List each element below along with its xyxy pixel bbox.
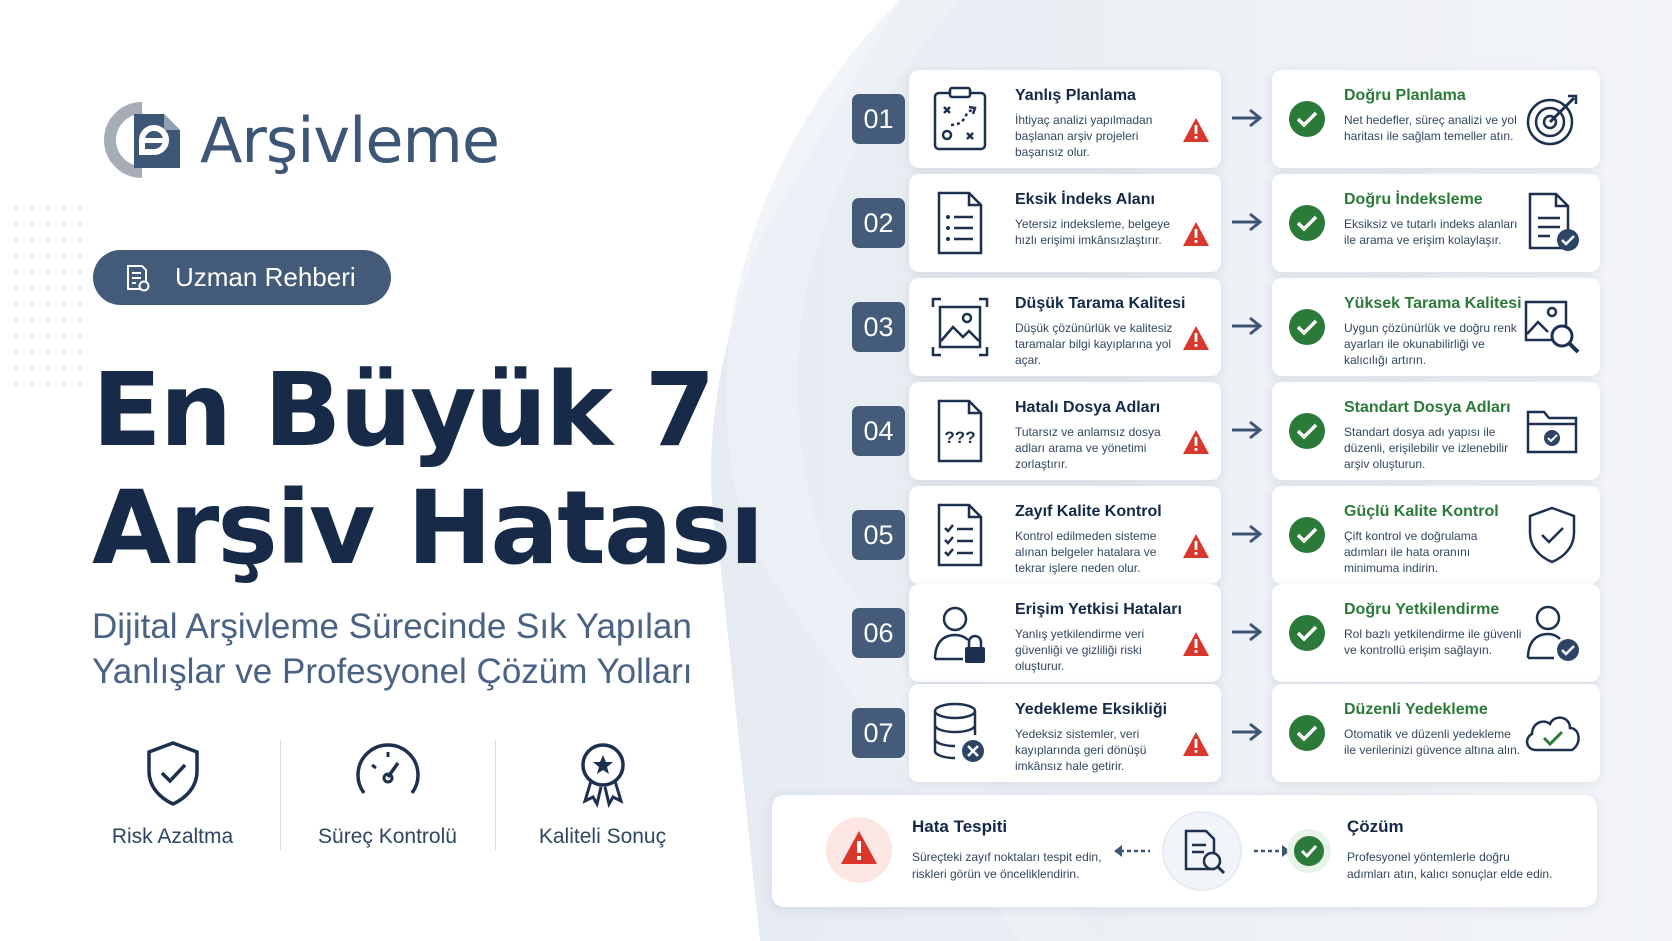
logo-text: Arşivleme [200, 103, 500, 177]
warning-badge [826, 817, 892, 883]
warning-icon [1182, 117, 1210, 143]
arrow-right-icon [1230, 211, 1264, 233]
feature-process [295, 735, 480, 849]
arrow-right-icon [1230, 621, 1264, 643]
problem-card [909, 174, 1221, 272]
feature-label: Kaliteli Sonuç [538, 825, 667, 848]
svg-text:???: ??? [944, 428, 976, 447]
solution-summary-title: Çözüm [1347, 817, 1404, 836]
folder-check-icon [1520, 398, 1586, 464]
problem-card [909, 486, 1221, 584]
user-check-icon [1520, 600, 1586, 666]
row-number: 03 [852, 302, 905, 352]
row-number: 05 [852, 510, 905, 560]
solution-text: Çift kontrol ve doğrulama adımları ile hata oranını minimuma indirin. [1344, 529, 1478, 575]
problem-title: Yanlış Planlama [1015, 87, 1136, 104]
logo-mark-icon [94, 100, 194, 180]
solution-title: Güçlü Kalite Kontrol [1344, 503, 1499, 520]
gauge-icon [350, 735, 426, 811]
solution-badge [1287, 829, 1331, 873]
file-question-icon [929, 397, 991, 465]
award-badge-icon [565, 735, 641, 811]
solution-text: Eksiksiz ve tutarlı indeks alanları ile arama ve erişim kolaylaşır. [1344, 217, 1518, 247]
feature-quality [510, 735, 695, 849]
warning-icon [1182, 731, 1210, 757]
user-lock-icon [929, 599, 991, 667]
error-row-7 [852, 684, 1602, 782]
image-scan-icon [929, 293, 991, 361]
solution-title: Doğru Yetkilendirme [1344, 601, 1500, 618]
check-circle-icon [1288, 412, 1326, 450]
shield-check-icon [1520, 502, 1586, 568]
solution-summary-text-1: Profesyonel yöntemlerle doğru [1347, 850, 1510, 864]
problem-text: Yetersiz indeksleme, belgeye hızlı erişimi imkânsızlaştırır. [1015, 217, 1170, 247]
title-line-1: En Büyük 7 [92, 351, 714, 470]
solution-text: Net hedefler, süreç analizi ve yol haritası ile sağlam temeller atın. [1344, 113, 1517, 143]
review-badge [1162, 811, 1242, 891]
error-row-3 [852, 278, 1602, 376]
arrow-right-icon [1230, 315, 1264, 337]
problem-text: Kontrol edilmeden sisteme alınan belgeler hatalara ve tekrar işlere neden olur. [1015, 529, 1157, 575]
check-circle-icon [1288, 100, 1326, 138]
problem-title: Yedekleme Eksikliği [1015, 701, 1168, 718]
problem-card [909, 70, 1221, 168]
solution-title: Standart Dosya Adları [1344, 399, 1511, 416]
problem-title: Hatalı Dosya Adları [1015, 399, 1161, 416]
error-row-4 [852, 382, 1602, 480]
image-search-icon [1520, 294, 1586, 360]
row-number: 01 [852, 94, 905, 144]
feature-risk [80, 735, 265, 849]
document-search-icon [1182, 829, 1226, 877]
check-circle-icon [1288, 204, 1326, 242]
clipboard-strategy-icon [929, 85, 991, 153]
warning-icon [1182, 429, 1210, 455]
arrow-right-icon [1230, 721, 1264, 743]
solution-card [1272, 70, 1600, 168]
detection-title: Hata Tespiti [912, 817, 1008, 836]
problem-card [909, 278, 1221, 376]
page-subtitle [92, 604, 732, 694]
check-circle-icon [1288, 516, 1326, 554]
warning-icon [1182, 221, 1210, 247]
solution-text: Uygun çözünürlük ve doğru renk ayarları ile okunabilirliği ve kalıcılığı artırın. [1344, 321, 1517, 367]
check-circle-icon [1288, 614, 1326, 652]
error-row-6 [852, 584, 1602, 682]
solution-text: Otomatik ve düzenli yedekleme ile verilerinizi güvence altına alın. [1344, 727, 1521, 757]
error-row-2 [852, 174, 1602, 272]
feature-label: Risk Azaltma [111, 825, 234, 848]
problem-card [909, 584, 1221, 682]
arrow-right-icon [1230, 107, 1264, 129]
row-number: 04 [852, 406, 905, 456]
problem-title: Zayıf Kalite Kontrol [1015, 503, 1162, 520]
arrow-right-dashed-icon [1252, 843, 1292, 859]
solution-card [1272, 382, 1600, 480]
solution-text: Standart dosya adı yapısı ile düzenli, erişilebilir ve izlenebilir arşiv oluşturun. [1344, 425, 1509, 471]
shield-check-icon [135, 735, 211, 811]
problem-card [909, 382, 1221, 480]
solution-text: Rol bazlı yetkilendirme ile güvenli ve kontrollü erişim sağlayın. [1344, 627, 1522, 657]
problem-title: Düşük Tarama Kalitesi [1015, 295, 1186, 312]
title-line-2: Arşiv Hatası [92, 469, 763, 588]
database-error-icon [929, 699, 991, 767]
target-icon [1520, 86, 1586, 152]
cloud-check-icon [1520, 700, 1586, 766]
warning-icon [1182, 325, 1210, 351]
badge-label: Uzman Rehberi [175, 262, 356, 292]
check-circle-icon [1293, 835, 1325, 867]
problem-text: Yanlış yetkilendirme veri güvenliği ve gizliliği riski oluşturur. [1015, 627, 1145, 673]
row-number: 06 [852, 608, 905, 658]
problem-text: Düşük çözünürlük ve kalitesiz taramalar bilgi kayıplarına yol açar. [1015, 321, 1173, 367]
error-row-1 [852, 70, 1602, 168]
check-circle-icon [1288, 714, 1326, 752]
solution-card [1272, 174, 1600, 272]
arrow-right-icon [1230, 419, 1264, 441]
warning-icon [840, 830, 878, 866]
problem-title: Eksik İndeks Alanı [1015, 191, 1155, 208]
checklist-icon [929, 501, 991, 569]
page-title [92, 352, 772, 588]
row-number: 02 [852, 198, 905, 248]
solution-card [1272, 584, 1600, 682]
warning-icon [1182, 533, 1210, 559]
problem-text: İhtiyaç analizi yapılmadan başlanan arşiv projeleri başarısız olur. [1015, 113, 1153, 159]
warning-icon [1182, 631, 1210, 657]
summary-panel [772, 795, 1597, 907]
problem-text: Yedeksiz sistemler, veri kayıplarında geri dönüşü imkânsız hale getirir. [1015, 727, 1147, 773]
solution-title: Yüksek Tarama Kalitesi [1344, 295, 1522, 312]
brand-logo [94, 100, 499, 180]
subtitle-line-2: Yanlışlar ve Profesyonel Çözüm Yolları [92, 652, 693, 691]
document-list-icon [929, 189, 991, 257]
document-check-icon [1520, 190, 1586, 256]
row-number: 07 [852, 708, 905, 758]
solution-card [1272, 278, 1600, 376]
problem-title: Erişim Yetkisi Hataları [1015, 601, 1182, 618]
expert-guide-badge [93, 250, 391, 305]
problem-text: Tutarsız ve anlamsız dosya adları arama ve yönetimi zorlaştırır. [1015, 425, 1161, 471]
document-settings-icon [121, 262, 153, 294]
dot-pattern [8, 200, 88, 390]
check-circle-icon [1288, 308, 1326, 346]
solution-summary-text-2: adımları atın, kalıcı sonuçlar elde edin. [1347, 867, 1553, 881]
feature-label: Süreç Kontrolü [318, 825, 457, 848]
feature-list [80, 735, 695, 849]
arrow-left-icon [1112, 843, 1152, 859]
solution-title: Düzenli Yedekleme [1344, 701, 1488, 718]
detection-text-2: riskleri görün ve önceliklendirin. [912, 867, 1080, 881]
solution-title: Doğru Planlama [1344, 87, 1466, 104]
solution-card [1272, 486, 1600, 584]
solution-title: Doğru İndeksleme [1344, 191, 1483, 208]
subtitle-line-1: Dijital Arşivleme Sürecinde Sık Yapılan [92, 607, 692, 646]
arrow-right-icon [1230, 523, 1264, 545]
problem-card [909, 684, 1221, 782]
solution-card [1272, 684, 1600, 782]
error-row-5 [852, 486, 1602, 584]
detection-text-1: Süreçteki zayıf noktaları tespit edin, [912, 850, 1102, 864]
